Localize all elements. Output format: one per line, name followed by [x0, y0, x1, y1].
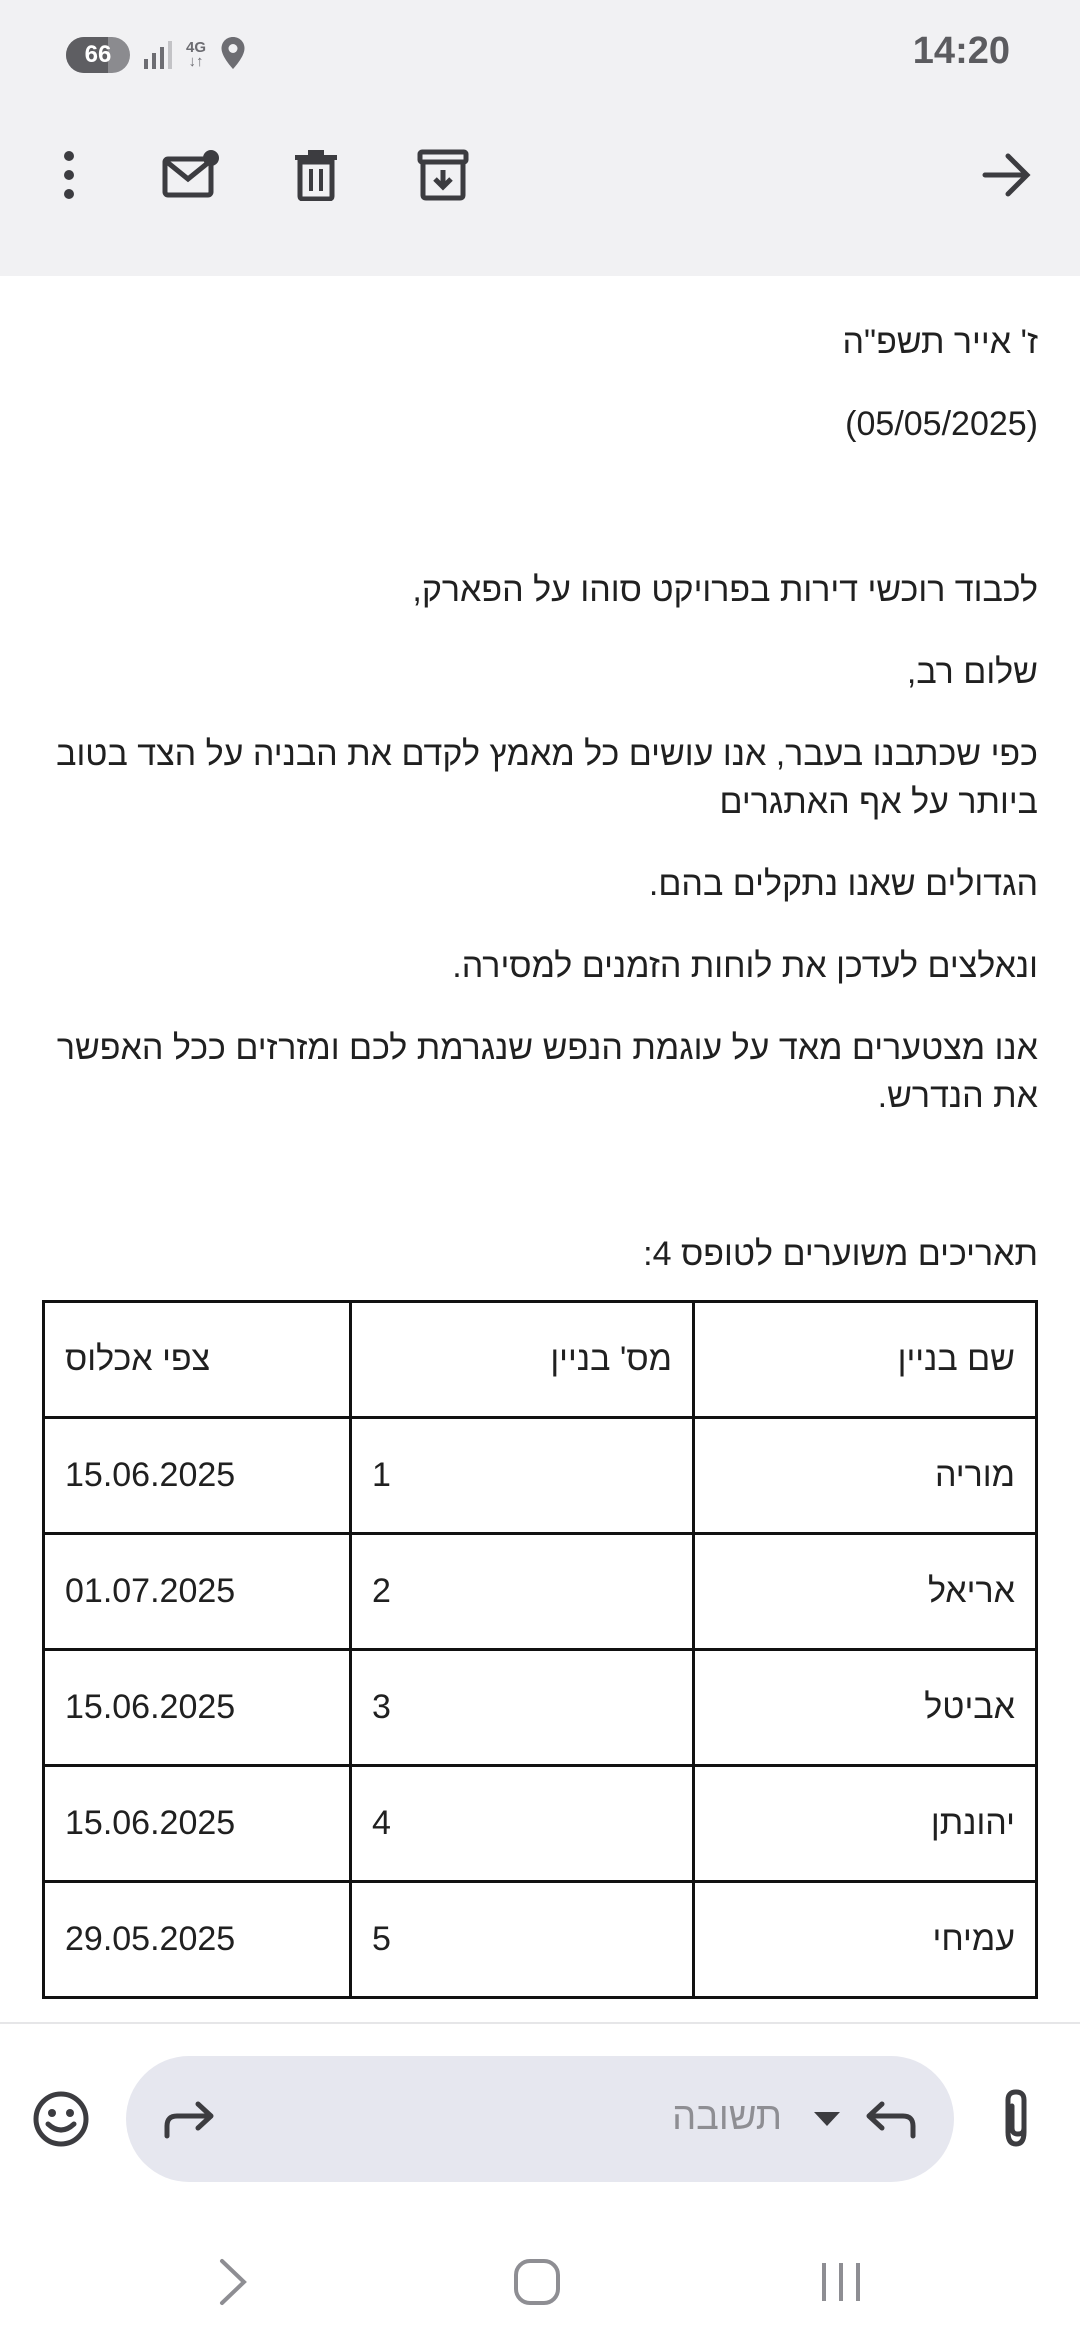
occupancy-date: 29.05.2025	[44, 1882, 351, 1998]
building-name: אריאל	[694, 1534, 1037, 1650]
greeting-recipient: לכבוד רוכשי דירות בפרויקט סוהו על הפארק,	[412, 571, 1038, 609]
more-vert-icon[interactable]	[34, 140, 104, 210]
reply-label: תשובה	[672, 2096, 782, 2138]
header-building-name: שם בניין	[694, 1302, 1037, 1418]
building-number: 1	[351, 1418, 694, 1534]
mark-unread-icon[interactable]	[156, 140, 226, 210]
nav-home-icon[interactable]	[512, 2252, 562, 2312]
forward-icon[interactable]	[162, 2100, 218, 2145]
nav-back-icon[interactable]	[216, 2252, 250, 2312]
header-building-number: מס' בניין	[351, 1302, 694, 1418]
table-header-row	[44, 1302, 1037, 1418]
occupancy-date: 01.07.2025	[44, 1534, 351, 1650]
location-icon	[220, 36, 246, 75]
attach-icon[interactable]	[996, 2088, 1036, 2155]
table-row	[44, 1534, 1037, 1650]
occupancy-date: 15.06.2025	[44, 1650, 351, 1766]
greeting: שלום רב,	[906, 653, 1038, 691]
header-expected-occupancy: צפי אכלוס	[44, 1302, 351, 1418]
reply-options-chevron-down-icon[interactable]	[812, 2110, 842, 2133]
building-number: 3	[351, 1650, 694, 1766]
reply-icon[interactable]	[862, 2100, 918, 2145]
delivery-dates-table	[42, 1300, 1038, 1999]
status-clock: 14:20	[912, 30, 1010, 72]
trash-icon[interactable]	[281, 140, 351, 210]
building-name: עמיחי	[694, 1882, 1037, 1998]
body-paragraph: כפי שכתבנו בעבר, אנו עושים כל מאמץ לקדם את הבניה על הצד בטוב ביותר על אף האתגרים	[56, 735, 1038, 821]
building-number: 4	[351, 1766, 694, 1882]
body-paragraph: אנו מצטערים מאד על עוגמת הנפש שנגרמת לכם ומזרזים ככל האפשר את הנדרש.	[56, 1029, 1038, 1115]
building-name: יהונתן	[694, 1766, 1037, 1882]
table-row	[44, 1766, 1037, 1882]
building-name: אביטל	[694, 1650, 1037, 1766]
network-type-label: 4G	[186, 39, 207, 56]
email-body	[42, 300, 1038, 1278]
archive-icon[interactable]	[408, 140, 478, 210]
network-type-icon: 4G ↓↑	[186, 39, 207, 70]
building-number: 5	[351, 1882, 694, 1998]
table-row	[44, 1418, 1037, 1534]
occupancy-date: 15.06.2025	[44, 1766, 351, 1882]
table-row	[44, 1650, 1037, 1766]
body-paragraph: ונאלצים לעדכן את לוחות הזמנים למסירה.	[452, 947, 1038, 985]
battery-percentage: 66	[84, 41, 112, 68]
building-name: מוריה	[694, 1418, 1037, 1534]
gregorian-date: (05/05/2025)	[845, 405, 1038, 443]
signal-icon	[144, 41, 172, 69]
table-intro: תאריכים משוערים לטופס 4:	[643, 1235, 1038, 1273]
status-bar-left	[66, 36, 246, 74]
battery-indicator	[66, 37, 130, 73]
divider	[0, 2022, 1080, 2024]
emoji-icon[interactable]	[32, 2090, 90, 2153]
building-number: 2	[351, 1534, 694, 1650]
nav-recents-icon[interactable]	[818, 2252, 864, 2312]
occupancy-date: 15.06.2025	[44, 1418, 351, 1534]
arrow-right-icon[interactable]	[972, 140, 1042, 210]
table-row	[44, 1882, 1037, 1998]
hebrew-date: ז' אייר תשפ"ה	[842, 323, 1038, 361]
body-paragraph: הגדולים שאנו נתקלים בהם.	[648, 865, 1038, 903]
